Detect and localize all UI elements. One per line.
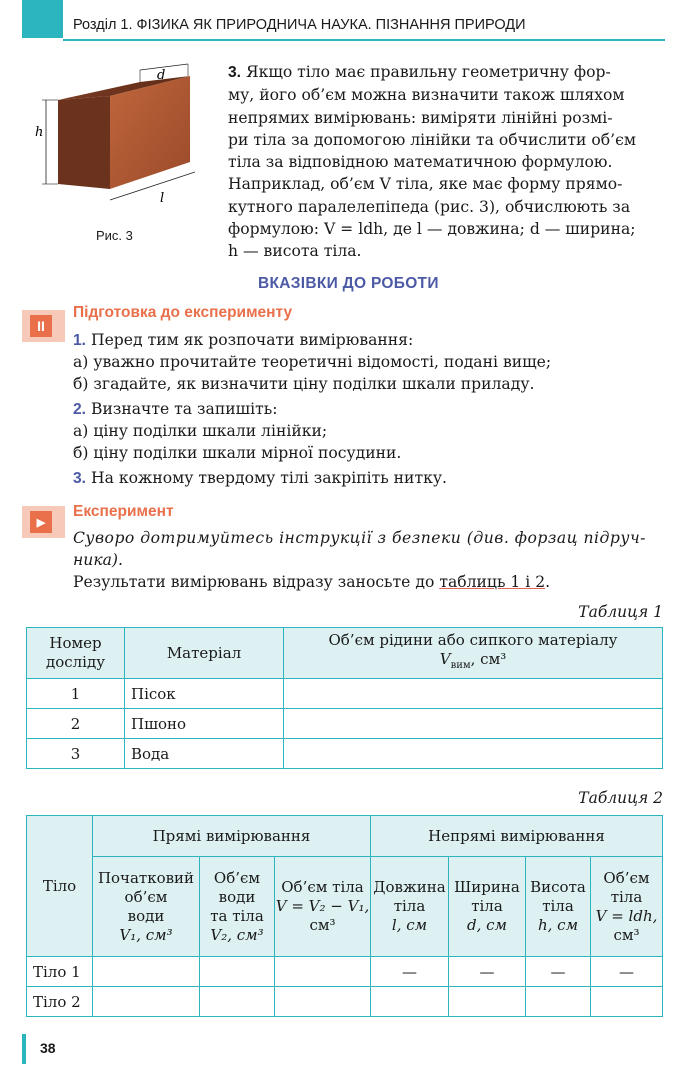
box-left-face (58, 96, 110, 189)
table-2 (26, 815, 663, 1017)
page-number: 38 (40, 1040, 56, 1056)
t1-header-num: Номер досліду (27, 628, 125, 679)
table-row: Тіло 1 — — — — (27, 957, 663, 987)
prep-line: а) ціну поділки шкали лінійки; (73, 422, 328, 440)
parallelepiped-figure (30, 62, 220, 212)
prep-line: б) згадайте, як визначити ціну поділки шкали приладу. (73, 375, 535, 393)
p3-line: тіла за відповідною математичною формулою. (228, 153, 613, 172)
t2-sub-volume-calc: Об’єм тіла V = ldh, см³ (591, 857, 663, 957)
results-line: Результати вимірювань відразу заносьте до таблиць 1 і 2. (73, 573, 551, 591)
prep-line: 1. Перед тим як розпочати вимірювання: (73, 331, 414, 349)
t2-sub-height: Висота тіла h, см (526, 857, 591, 957)
t2-sub-initial: Початковий об’єм води V₁, см³ (93, 857, 200, 957)
t2-sub-width: Ширина тіла d, см (449, 857, 526, 957)
prep-line: а) уважно прочитайте теоретичні відомості, подані вище; (73, 353, 552, 371)
safety-line: Суворо дотримуйтесь інструкції з безпеки (див. форзац підруч- (73, 529, 646, 547)
table-row: 1 Пісок (27, 679, 663, 709)
t2-header-indirect: Непрямі вимірювання (371, 816, 663, 857)
t1-header-volume: Об’єм рідини або сипкого матеріалу $V_{вим}$, см³ (284, 628, 663, 679)
t2-sub-length: Довжина тіла l, см (371, 857, 449, 957)
p3-line: ри тіла за допомогою лінійки та обчислити об’єм (228, 130, 636, 149)
table-row: 2 Пшоно (27, 709, 663, 739)
paragraph-number: 3. (228, 64, 242, 81)
p3-line: Наприклад, об’єм V тіла, яке має форму прямо- (228, 175, 623, 194)
footer-accent-bar (22, 1034, 26, 1064)
prep-title: Підготовка до експерименту (73, 304, 293, 321)
header-rule (63, 39, 665, 41)
p3-line: му, його об’єм можна визначити також шляхом (228, 86, 625, 105)
p3-line: непрямих вимірювань: виміряти лінійні розмі- (228, 108, 613, 127)
table-row: Тіло 2 (27, 987, 663, 1017)
table1-label: Таблиця 1 (578, 603, 663, 621)
prep-line: б) ціну поділки шкали мірної посудини. (73, 444, 402, 462)
p3-line: h — висота тіла. (228, 242, 362, 261)
t2-header-direct: Прямі вимірювання (93, 816, 371, 857)
label-h: h (35, 125, 44, 140)
prep-tag-icon: II (30, 315, 52, 337)
label-d: d (157, 68, 166, 83)
section-title: ВКАЗІВКИ ДО РОБОТИ (258, 275, 439, 292)
t1-header-material: Матеріал (125, 628, 284, 679)
experiment-title: Експеримент (73, 503, 174, 520)
tables-link[interactable]: таблиць 1 і 2 (439, 573, 546, 591)
figure-caption: Рис. 3 (96, 228, 133, 243)
table-row: 3 Вода (27, 739, 663, 769)
table2-label: Таблиця 2 (578, 789, 663, 807)
prep-line: 3. На кожному твердому тілі закріпіть нитку. (73, 469, 447, 487)
experiment-tag (22, 506, 65, 538)
table-1 (26, 627, 663, 769)
prep-line: 2. Визначте та запишіть: (73, 400, 278, 418)
p3-line: Якщо тіло має правильну геометричну фор- (245, 63, 611, 81)
prep-tag (22, 310, 65, 342)
label-l: l (160, 191, 165, 206)
p3-line: формулою: V = ldh, де l — довжина; d — ширина; (228, 220, 636, 239)
p3-line: кутного паралелепіпеда (рис. 3), обчислюють за (228, 197, 631, 216)
header-accent-block (22, 0, 63, 38)
play-icon: ▶ (30, 511, 52, 533)
t2-sub-body-volume: Об’єм тіла V = V₂ − V₁, см³ (275, 857, 371, 957)
paragraph-3 (228, 61, 663, 263)
chapter-title: Розділ 1. ФІЗИКА ЯК ПРИРОДНИЧА НАУКА. ПІЗНАННЯ ПРИРОДИ (73, 17, 526, 33)
safety-line: ника). (73, 551, 123, 569)
t2-sub-water-body: Об’єм води та тіла V₂, см³ (200, 857, 275, 957)
t2-header-body: Тіло (27, 816, 93, 957)
